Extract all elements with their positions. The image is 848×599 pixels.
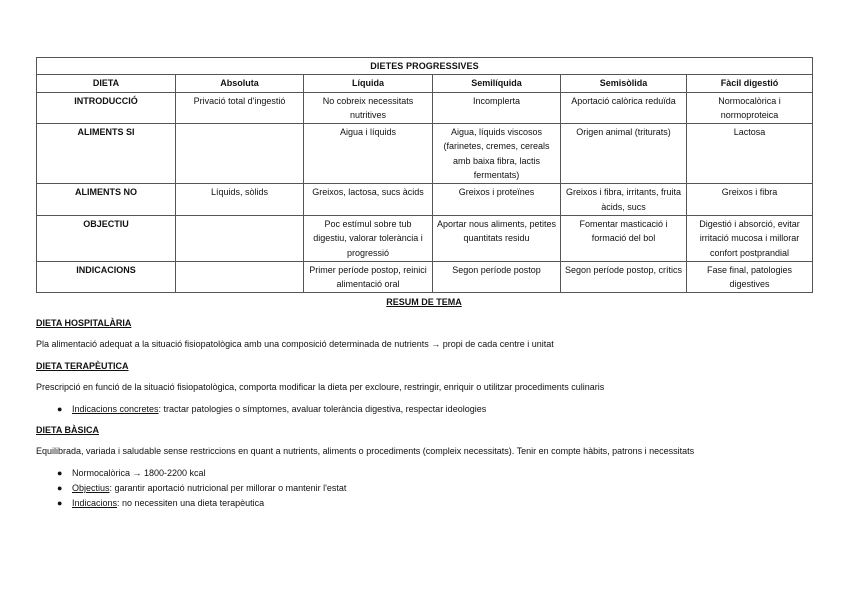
table-header-row xyxy=(37,75,813,92)
column-header: Absoluta xyxy=(176,75,304,92)
column-header: Líquida xyxy=(304,75,433,92)
progressive-diets-table xyxy=(36,57,813,293)
table-cell xyxy=(176,215,304,261)
list-item xyxy=(57,467,812,479)
table-row xyxy=(37,215,813,261)
list-item-label: Indicacions concretes xyxy=(72,404,159,414)
table-cell: Poc estímul sobre tub digestiu, valorar tolerància i progressió xyxy=(304,215,433,261)
table-cell xyxy=(176,124,304,184)
table-cell: Greixos i fibra xyxy=(687,184,813,216)
topic-summary xyxy=(36,296,812,518)
list-item-label: Objectius xyxy=(72,483,110,493)
column-header: Semisòlida xyxy=(561,75,687,92)
row-label: ALIMENTS SI xyxy=(37,124,176,184)
list-item-text: : no necessiten una dieta terapèutica xyxy=(117,498,265,508)
list-item xyxy=(57,403,812,415)
row-label: INTRODUCCIÓ xyxy=(37,92,176,124)
table-row xyxy=(37,92,813,124)
section-title-basic-diet: DIETA BÀSICA xyxy=(36,425,99,435)
section-title-hospital-diet: DIETA HOSPITALÀRIA xyxy=(36,318,132,328)
column-header: Fàcil digestió xyxy=(687,75,813,92)
table-cell: Primer període postop, reinici alimentació oral xyxy=(304,261,433,293)
section-text-hospital-diet: Pla alimentació adequat a la situació fisiopatològica amb una composició determinada de nutrients → propi de cada centre i unitat xyxy=(36,339,554,349)
list-item-text: Normocalòrica → 1800-2200 kcal xyxy=(72,468,206,478)
therapeutic-diet-list xyxy=(36,403,812,415)
table-title: DIETES PROGRESSIVES xyxy=(37,58,813,75)
table-cell: Greixos i proteïnes xyxy=(433,184,561,216)
bullet-icon: ● xyxy=(57,404,63,414)
basic-diet-list xyxy=(36,467,812,509)
table-cell: Aportar nous aliments, petites quantitats residu xyxy=(433,215,561,261)
list-item xyxy=(57,497,812,509)
table-cell: Normocalòrica i normoproteica xyxy=(687,92,813,124)
section-text-therapeutic-diet: Prescripció en funció de la situació fisiopatològica, comporta modificar la dieta per excloure, restringir, enriquir o utilitzar procediments culinaris xyxy=(36,382,605,392)
table-row xyxy=(37,261,813,293)
bullet-icon: ● xyxy=(57,468,63,478)
summary-heading: RESUM DE TEMA xyxy=(386,297,462,307)
section-text-basic-diet: Equilibrada, variada i saludable sense restriccions en quant a nutrients, aliments o procediments (compleix necessitats). Tenir en compte hàbits, patrons i necessitats xyxy=(36,446,695,456)
table-cell: Greixos, lactosa, sucs àcids xyxy=(304,184,433,216)
table-cell: Segon període postop, crítics xyxy=(561,261,687,293)
list-item-label: Indicacions xyxy=(72,498,118,508)
table-cell: Segon període postop xyxy=(433,261,561,293)
list-item-text: : tractar patologies o símptomes, avaluar tolerància digestiva, respectar ideologies xyxy=(158,404,487,414)
table-cell: Líquids, sòlids xyxy=(176,184,304,216)
table-row xyxy=(37,184,813,216)
bullet-icon: ● xyxy=(57,498,63,508)
table-row xyxy=(37,124,813,184)
table-cell: Lactosa xyxy=(687,124,813,184)
table-cell xyxy=(176,261,304,293)
table-cell: No cobreix necessitats nutritives xyxy=(304,92,433,124)
table-cell: Incomplerta xyxy=(433,92,561,124)
table-cell: Aigua, líquids viscosos (farinetes, cremes, cereals amb baixa fibra, lactis fermentats) xyxy=(433,124,561,184)
table-cell: Fase final, patologies digestives xyxy=(687,261,813,293)
row-label: OBJECTIU xyxy=(37,215,176,261)
table-cell: Aportació calòrica reduïda xyxy=(561,92,687,124)
table-cell: Greixos i fibra, irritants, fruita àcids, sucs xyxy=(561,184,687,216)
table-cell: Digestió i absorció, evitar irritació mucosa i millorar confort postprandial xyxy=(687,215,813,261)
list-item xyxy=(57,482,812,494)
table-cell: Origen animal (triturats) xyxy=(561,124,687,184)
row-label: ALIMENTS NO xyxy=(37,184,176,216)
column-header: DIETA xyxy=(37,75,176,92)
section-title-therapeutic-diet: DIETA TERAPÈUTICA xyxy=(36,361,129,371)
table-cell: Fomentar masticació i formació del bol xyxy=(561,215,687,261)
table-cell: Privació total d'ingestió xyxy=(176,92,304,124)
table-cell: Aigua i líquids xyxy=(304,124,433,184)
bullet-icon: ● xyxy=(57,483,63,493)
list-item-text: : garantir aportació nutricional per millorar o mantenir l'estat xyxy=(109,483,347,493)
row-label: INDICACIONS xyxy=(37,261,176,293)
column-header: Semilíquida xyxy=(433,75,561,92)
